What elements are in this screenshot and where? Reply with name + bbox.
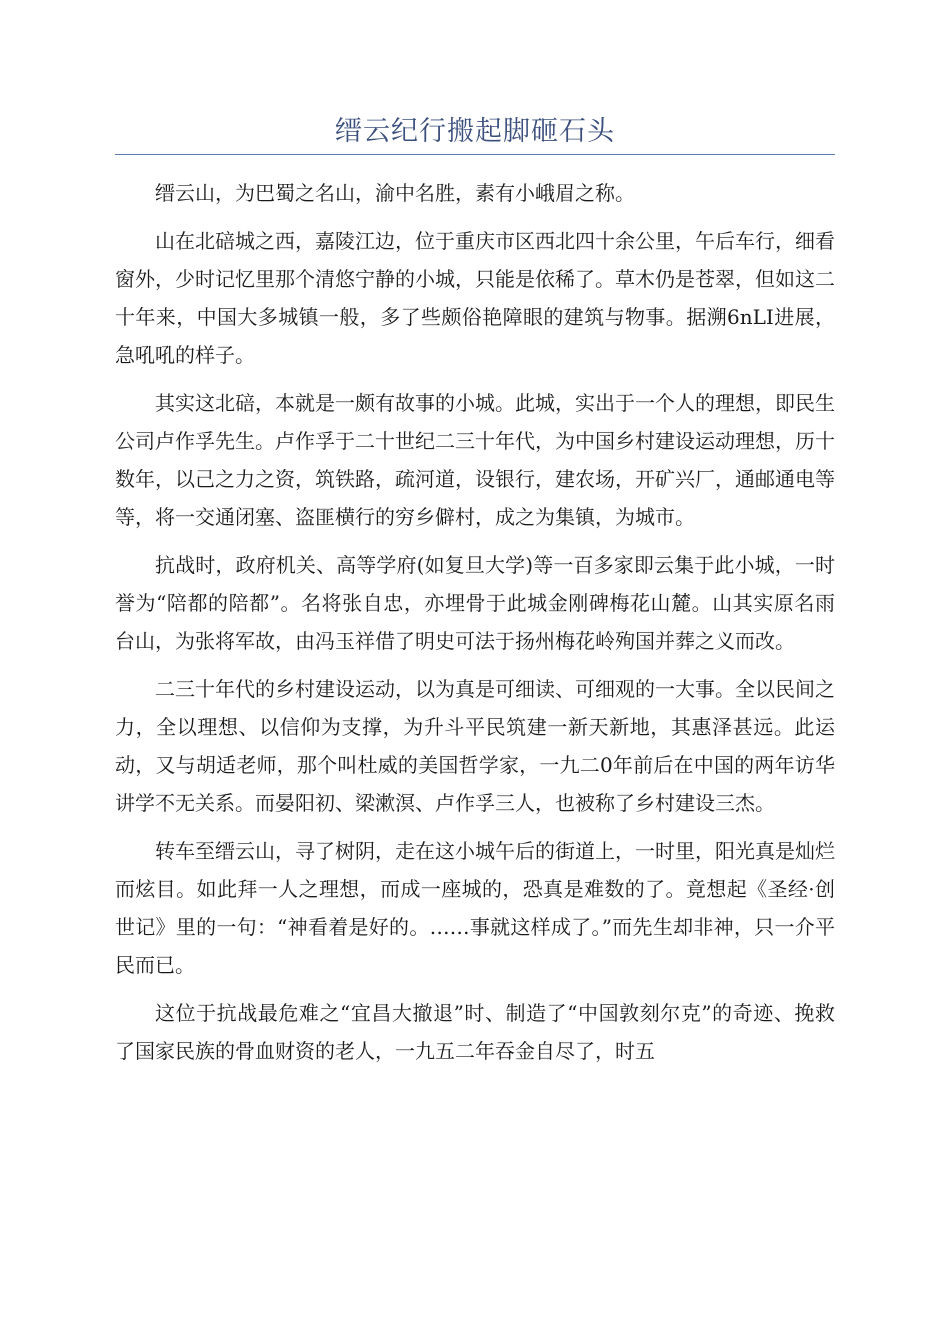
paragraph: 缙云山，为巴蜀之名山，渝中名胜，素有小峨眉之称。 — [155, 181, 635, 205]
paragraph: 抗战时，政府机关、高等学府(如复旦大学)等一百多家即云集于此小城，一时誉为“陪都的陪都”。名将张自忠，亦埋骨于此城金刚碑梅花山麓。山其实原名雨台山，为张将军故，由冯玉祥借了明史可法于扬州梅花岭殉国并葬之义而改。 — [115, 553, 835, 653]
document-title: 缙云纪行搬起脚砸石头 — [335, 116, 615, 147]
paragraph: 转车至缙云山，寻了树阴，走在这小城午后的街道上，一时里，阳光真是灿烂而炫目。如此拜一人之理想，而成一座城的，恐真是难数的了。竟想起《圣经·创世记》里的一句：“神看着是好的。……事就这样成了。”而先生却非神，只一介平民而已。 — [115, 839, 835, 977]
paragraph: 其实这北碚，本就是一颇有故事的小城。此城，实出于一个人的理想，即民生公司卢作孚先生。卢作孚于二十世纪二三十年代，为中国乡村建设运动理想，历十数年，以己之力之资，筑铁路，疏河道，设银行，建农场，开矿兴厂，通邮通电等等，将一交通闭塞、盗匪横行的穷乡僻村，成之为集镇，为城市。 — [115, 391, 835, 529]
title-underline — [115, 154, 835, 155]
paragraph: 这位于抗战最危难之“宜昌大撤退”时、制造了“中国敦刻尔克”的奇迹、挽救了国家民族的骨血财资的老人，一九五二年吞金自尽了，时五 — [115, 1001, 835, 1063]
paragraph: 山在北碚城之西，嘉陵江边，位于重庆市区西北四十余公里，午后车行，细看窗外，少时记忆里那个清悠宁静的小城，只能是依稀了。草木仍是苍翠，但如这二十年来，中国大多城镇一般，多了些颇俗艳障眼的建筑与物事。据溯6nLI进展，急吼吼的样子。 — [115, 229, 835, 367]
document-body — [115, 174, 835, 1080]
paragraph: 二三十年代的乡村建设运动，以为真是可细读、可细观的一大事。全以民间之力，全以理想、以信仰为支撑，为升斗平民筑建一新天新地，其惠泽甚远。此运动，又与胡适老师，那个叫杜威的美国哲学家，一九二0年前后在中国的两年访华讲学不无关系。而晏阳初、梁漱溟、卢作孚三人，也被称了乡村建设三杰。 — [115, 677, 835, 815]
